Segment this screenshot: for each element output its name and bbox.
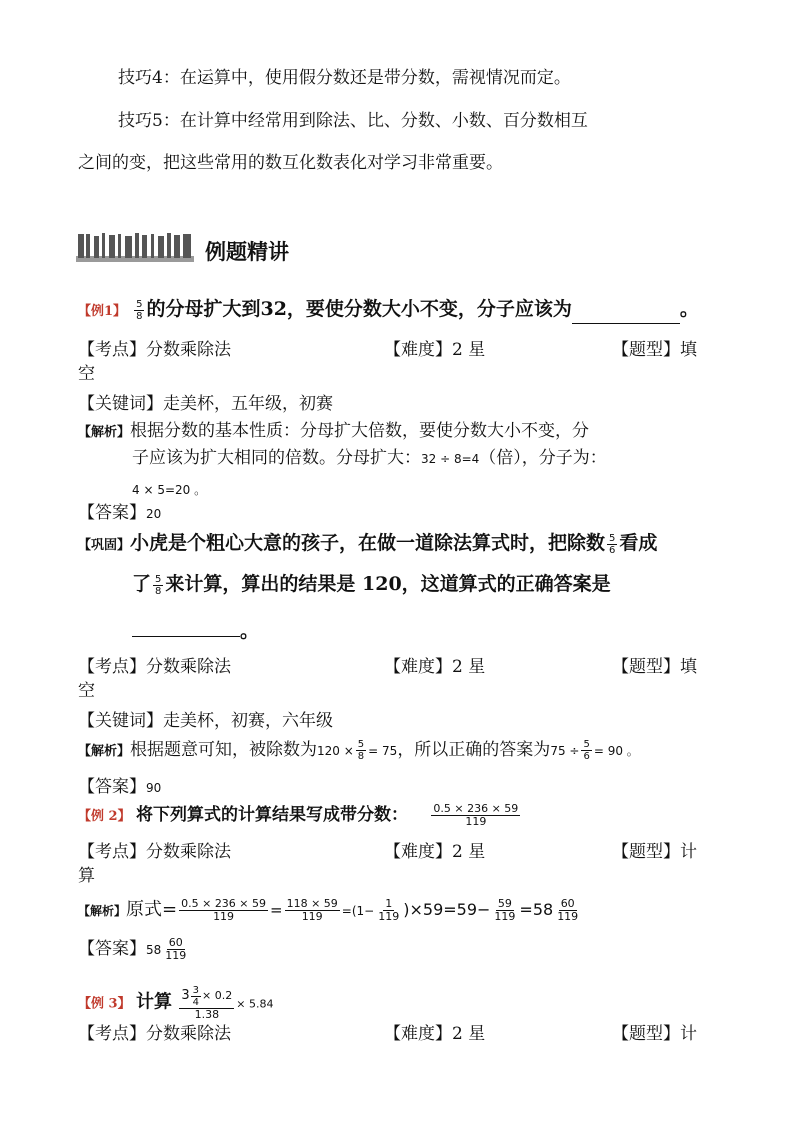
gonggu-tixing-cont: 空	[78, 681, 95, 701]
ex3-question: 【例 3】 计算 3 $\frac{3}{4}$ × 0.2 1.38 × 5.84	[78, 985, 274, 1021]
ex1-keywords: 【关键词】走美杯，五年级，初赛	[78, 394, 333, 414]
ex2-kaodian: 【考点】分数乘除法	[78, 842, 231, 862]
ex3-nandu: 【难度】2 星	[384, 1024, 486, 1044]
ex1-tag: 【例1】	[78, 304, 127, 319]
ex2-tag: 【例 2】	[78, 809, 131, 825]
ex2-fraction: $\frac{0.5 \times 236 \times 59}{119}$	[433, 802, 519, 829]
ex1-fraction: $\frac{5}{8}$	[136, 298, 143, 322]
ex1-tixing: 【题型】填	[612, 340, 697, 360]
ex3-kaodian: 【考点】分数乘除法	[78, 1024, 231, 1044]
ex2-tixing-cont: 算	[78, 866, 95, 886]
gonggu-answer: 【答案】90	[78, 777, 162, 797]
ex3-complex-fraction: 3 $\frac{3}{4}$ × 0.2 1.38	[181, 985, 233, 1021]
ex3-tixing: 【题型】计	[612, 1024, 697, 1044]
ex1-answer: 【答案】20	[78, 503, 162, 523]
ex1-jiexi-line-2: 子应该为扩大相同的倍数。分母扩大：32 ÷ 8=4（倍），分子为：	[132, 448, 607, 468]
gonggu-tixing: 【题型】填	[612, 657, 697, 677]
ex1-question: 【例1】 $\frac{5}{8}$ 的分母扩大到32，要使分数大小不变，分子应该为 。	[78, 297, 699, 324]
gonggu-tag: 【巩固】	[78, 538, 131, 553]
gonggu-frac-1: $\frac{5}{6}$	[609, 533, 616, 556]
ex1-answer-blank	[572, 305, 680, 324]
gonggu-question-line-1: 【巩固】小虎是个粗心大意的孩子，在做一道除法算式时，把除数 $\frac{5}{6}$ 看成	[78, 532, 658, 556]
gonggu-kaodian: 【考点】分数乘除法	[78, 657, 231, 677]
ex1-kaodian: 【考点】分数乘除法	[78, 340, 231, 360]
section-banner-graphic	[76, 230, 194, 264]
section-title: 例题精讲	[205, 240, 289, 264]
gonggu-question-line-2: 了 $\frac{5}{8}$ 来计算，算出的结果是 120，这道算式的正确答案是	[132, 573, 611, 597]
tip-5-line-2: 之间的变，把这些常用的数互化数表化对学习非常重要。	[78, 153, 503, 173]
gonggu-jiexi: 【解析】根据题意可知，被除数为120 × $\frac{5}{8}$ = 75，所以正确的答案为75 ÷ $\frac{5}{6}$ = 90 。	[78, 739, 639, 762]
gonggu-frac-2: $\frac{5}{8}$	[155, 574, 162, 597]
ex2-nandu: 【难度】2 星	[384, 842, 486, 862]
gonggu-answer-blank	[132, 618, 240, 637]
ex2-jiexi: 【解析】原式= $\frac{0.5 \times 236 \times 59}{119}$ = $\frac{118 \times 59}{119}$ =(1− $\frac{1}{119}$ )×59=59− $\frac{59}{119}$ =58 $\frac{60}{119}$	[78, 897, 579, 924]
ex1-tixing-cont: 空	[78, 364, 95, 384]
tip-4: 技巧4：在运算中，使用假分数还是带分数，需视情况而定。	[118, 68, 571, 88]
ex2-answer: 【答案】58 $\frac{60}{119}$	[78, 936, 187, 963]
gonggu-keywords: 【关键词】走美杯，初赛，六年级	[78, 711, 333, 731]
ex2-question: 【例 2】 将下列算式的计算结果写成带分数： $\frac{0.5 \times 236 \times 59}{119}$	[78, 802, 519, 829]
ex3-tag: 【例 3】	[78, 996, 131, 1012]
ex2-tixing: 【题型】计	[612, 842, 697, 862]
ex1-jiexi-line-3: 4 × 5=20 。	[132, 483, 207, 497]
ex1-jiexi-line-1: 【解析】根据分数的基本性质：分母扩大倍数，要使分数大小不变，分	[78, 421, 590, 441]
ex1-nandu: 【难度】2 星	[384, 340, 486, 360]
gonggu-nandu: 【难度】2 星	[384, 657, 486, 677]
tip-5-line-1: 技巧5：在计算中经常用到除法、比、分数、小数、百分数相互	[118, 111, 588, 131]
gonggu-question-line-3: 。	[132, 618, 259, 644]
